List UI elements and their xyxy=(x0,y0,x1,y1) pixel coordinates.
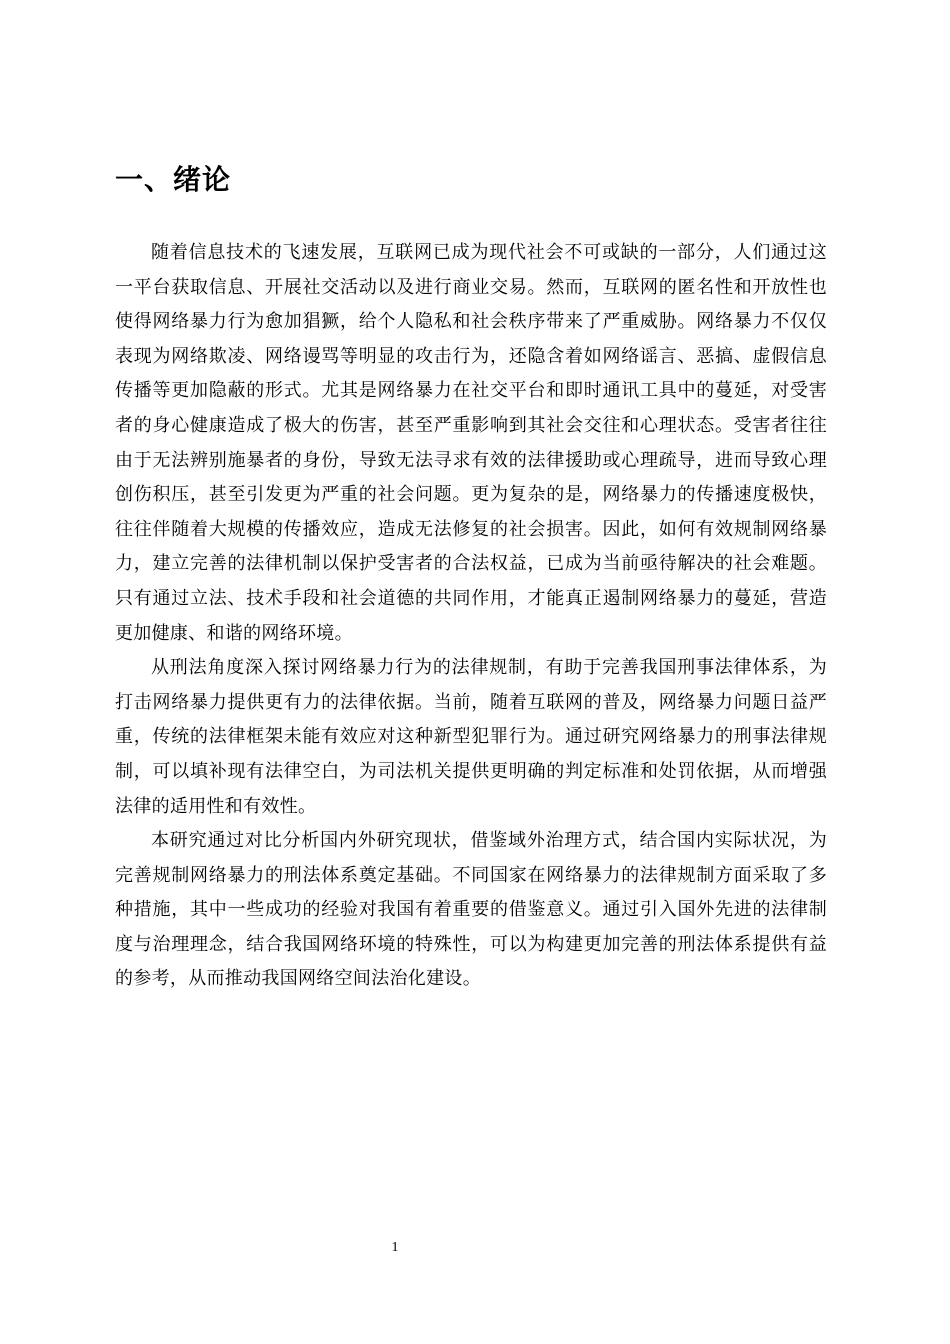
section-heading: 一、绪论 xyxy=(115,163,232,196)
paragraph-1: 随着信息技术的飞速发展，互联网已成为现代社会不可或缺的一部分，人们通过这一平台获取信息、开展社交活动以及进行商业交易。然而，互联网的匿名性和开放性也使得网络暴力行为愈加猖獗，给个人隐私和社会秩序带来了严重威胁。网络暴力不仅仅表现为网络欺凌、网络谩骂等明显的攻击行为，还隐含着如网络谣言、恶搞、虚假信息传播等更加隐蔽的形式。尤其是网络暴力在社交平台和即时通讯工具中的蔓延，对受害者的身心健康造成了极大的伤害，甚至严重影响到其社会交往和心理状态。受害者往往由于无法辨别施暴者的身份，导致无法寻求有效的法律援助或心理疏导，进而导致心理创伤积压，甚至引发更为严重的社会问题。更为复杂的是，网络暴力的传播速度极快，往往伴随着大规模的传播效应，造成无法修复的社会损害。因此，如何有效规制网络暴力，建立完善的法律机制以保护受害者的合法权益，已成为当前亟待解决的社会难题。只有通过立法、技术手段和社会道德的共同作用，才能真正遏制网络暴力的蔓延，营造更加健康、和谐的网络环境。 xyxy=(115,242,827,644)
page-number: 1 xyxy=(391,1240,399,1255)
paragraph-2: 从刑法角度深入探讨网络暴力行为的法律规制，有助于完善我国刑事法律体系，为打击网络暴力提供更有力的法律依据。当前，随着互联网的普及，网络暴力问题日益严重，传统的法律框架未能有效应对这种新型犯罪行为。通过研究网络暴力的刑事法律规制，可以填补现有法律空白，为司法机关提供更明确的判定标准和处罚依据，从而增强法律的适用性和有效性。 xyxy=(115,657,827,817)
document-body xyxy=(115,236,827,997)
paragraph-3: 本研究通过对比分析国内外研究现状，借鉴域外治理方式，结合国内实际状况，为完善规制网络暴力的刑法体系奠定基础。不同国家在网络暴力的法律规制方面采取了多种措施，其中一些成功的经验对我国有着重要的借鉴意义。通过引入国外先进的法律制度与治理理念，结合我国网络环境的特殊性，可以为构建更加完善的刑法体系提供有益的参考，从而推动我国网络空间法治化建设。 xyxy=(115,830,827,990)
